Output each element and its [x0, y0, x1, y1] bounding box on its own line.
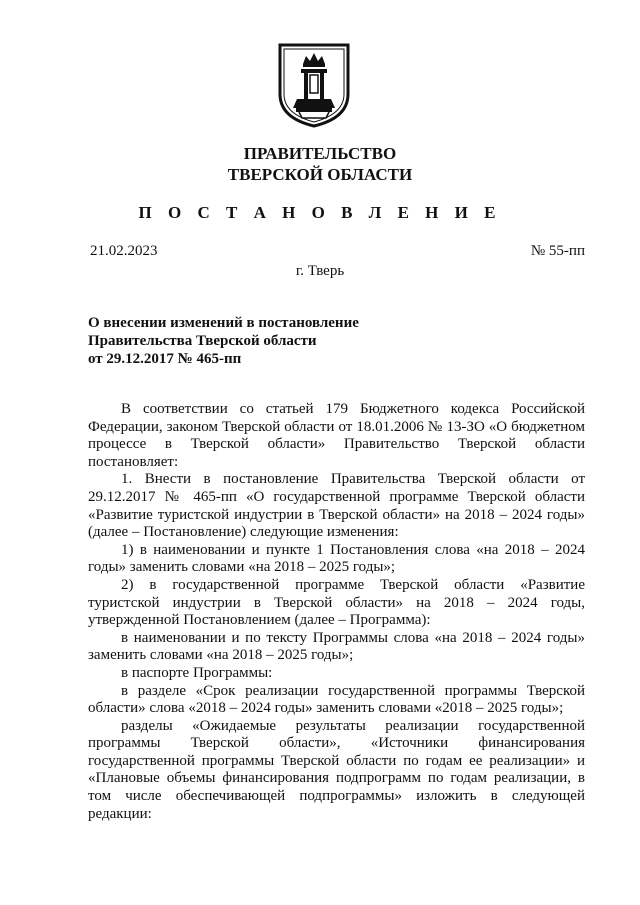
org-name-line1: ПРАВИТЕЛЬСТВО	[243, 144, 397, 163]
emblem-shield-icon	[277, 42, 351, 128]
body-paragraph: в наименовании и по тексту Программы слова «на 2018 – 2024 годы» заменить словами «на 2018 – 2025 годы»;	[88, 629, 585, 664]
document-date: 21.02.2023	[90, 243, 158, 259]
document-body	[88, 401, 585, 823]
document-city: г. Тверь	[295, 263, 345, 279]
document-type: П О С Т А Н О В Л Е Н И Е	[138, 203, 502, 222]
body-paragraph: в паспорте Программы:	[121, 664, 273, 681]
body-paragraph: разделы «Ожидаемые результаты реализации государственной программы Тверской области», «Источники финансирования государственной программы Тверской области по годам ее реализации» и «Плановые объемы финансирования подпрограмм по годам реализации, в том числе обеспечивающей подпрограммы» изложить в следующей редакции:	[88, 717, 585, 822]
org-name-line2: ТВЕРСКОЙ ОБЛАСТИ	[227, 165, 413, 184]
document-title	[88, 314, 359, 368]
body-paragraph: 1. Внести в постановление Правительства Тверской области от 29.12.2017 № 465-пп «О государственной программе Тверской области «Развитие туристской индустрии в Тверской области» на 2018 – 2024 годы» (далее – Постановление) следующие изменения:	[88, 471, 585, 541]
body-paragraph: 1) в наименовании и пункте 1 Постановления слова «на 2018 – 2024 годы» заменить словами «на 2018 – 2025 годы»;	[88, 541, 585, 576]
document-number: № 55-пп	[530, 243, 585, 259]
title-line3: от 29.12.2017 № 465-пп	[88, 351, 242, 367]
body-paragraph: В соответствии со статьей 179 Бюджетного кодекса Российской Федерации, законом Тверской области от 18.01.2006 № 13-ЗО «О бюджетном процессе в Тверской области» Правительство Тверской области постановляет:	[88, 401, 585, 470]
body-paragraph: в разделе «Срок реализации государственной программы Тверской области» слова «2018 – 2024 годы» заменить словами «2018 – 2025 годы»;	[88, 682, 585, 717]
body-paragraph: 2) в государственной программе Тверской области «Развитие туристской индустрии в Тверской области» на 2018 – 2024 годы, утвержденной Постановлением (далее – Программа):	[88, 576, 585, 629]
coat-of-arms-emblem	[277, 42, 351, 128]
title-line2: Правительства Тверской области	[88, 333, 317, 349]
title-line1: О внесении изменений в постановление	[88, 315, 359, 331]
